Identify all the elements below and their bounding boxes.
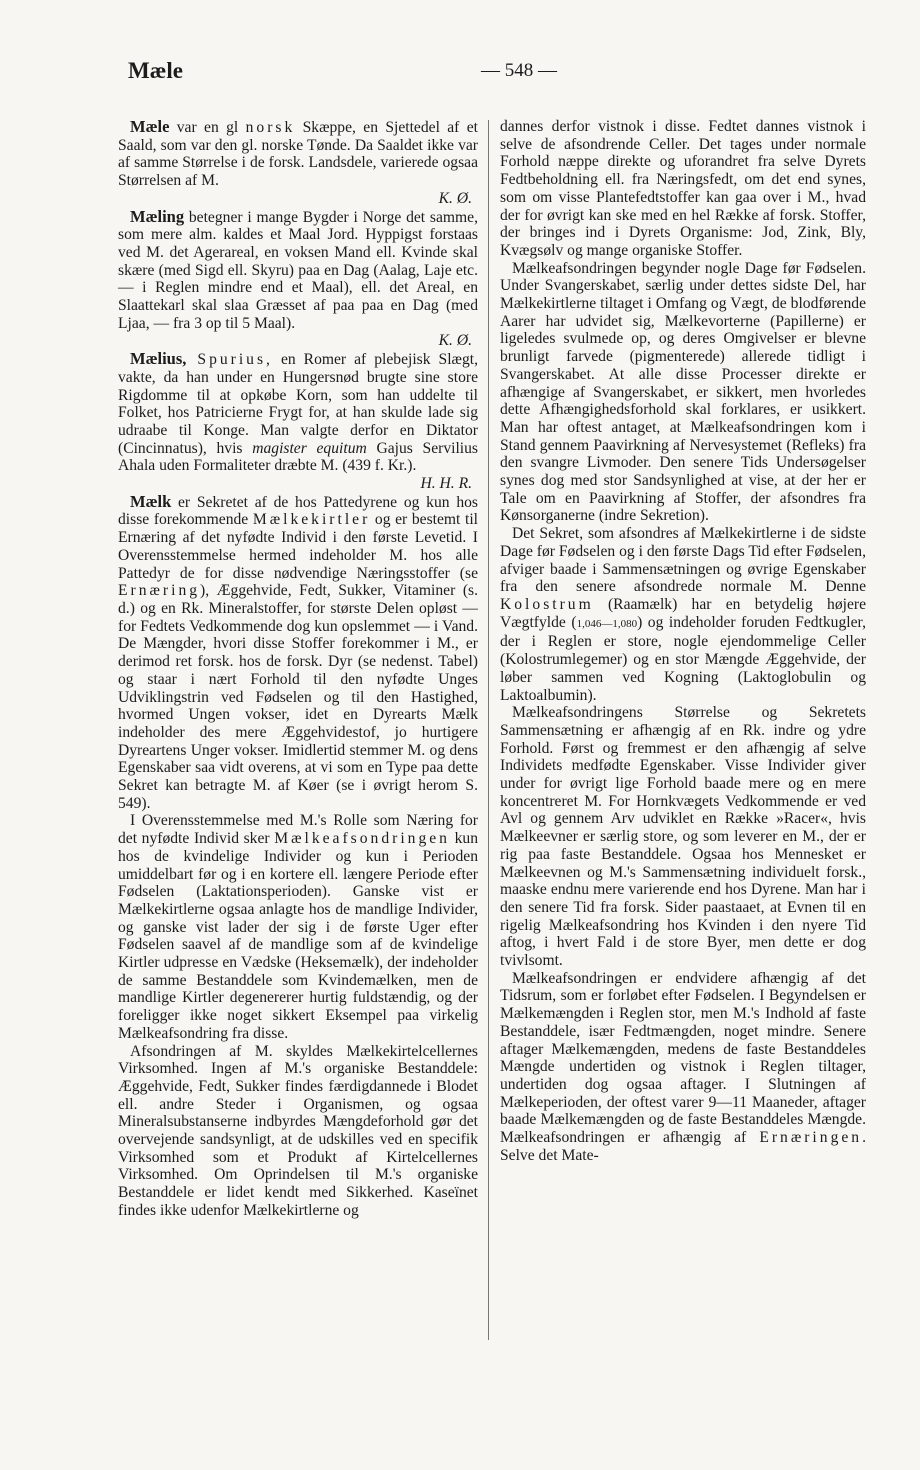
right-column <box>500 118 866 1164</box>
paragraph: dannes derfor vistnok i disse. Fedtet dannes vistnok i selve de afsondrende Celler. Det tages under normale Forhold næppe direkte og uforandret fra selve Dyrets Fedtbeholdning ell. fra Næringsfedt, om det end synes, som om visse Plantefedtstoffer kan gaa over i M., hvad der for øvrigt kan ske med en hel Række af forsk. Stoffer, der bringes ind i Dyrets Organisme: Jod, Zink, Bly, Kvægsølv og mange organiske Stoffer. <box>500 118 866 259</box>
headword: Mælk <box>130 491 172 511</box>
column-divider <box>488 120 489 1340</box>
page-header <box>118 58 850 88</box>
paragraph: Mælkeafsondringens Størrelse og Sekretets Sammensætning er afhængig af en Rk. indre og ydre Forhold. Først og fremmest er den afhængig af selve Individets medfødte Egenskaber. Visse Individer giver under for øvrigt lige Forhold baade mere og en mere koncentreret M. For Hornkvægets Vedkommende er ved Avl og gennem Arv udviklet en Række »Racer«, hvis Mælkeevner er særlig store, og som leverer en M., der er rig paa faste Bestanddele. Ogsaa hos Mennesket er Mælkeevnen og M.'s Sammensætning individuelt forsk., maaske endnu mere varierende end hos Dyrene. Man har i den senere Tid fra forsk. Sider paastaaet, at Evnen til en rigelig Mælkeafsondring hos Kvinden i den nyere Tid aftog, i hvert Fald i de store Byer, men dette er dog tvivlsomt. <box>500 704 866 970</box>
headword: Mælius, <box>130 349 187 369</box>
headword: Mæling <box>130 206 185 226</box>
entry-maeling: Mæling betegner i mange Bygder i Norge det samme, som mere alm. kaldes et Maal Jord. Hyppigst forstaas ved M. det Agerareal, en voksen Mand ell. Kvinde skal skære (med Sigd ell. Skyru) paa en Dag (Aalag, Laje etc. — i Reglen mindre end et Maal), ell. det Areal, en Slaattekarl skal slaa Græsset af paa paa en Dag (med Ljaa, — fra 3 op til 5 Maal). K. Ø. <box>118 206 478 350</box>
paragraph: Det Sekret, som afsondres af Mælkekirtlerne i de sidste Dage før Fødselen og i den første Dags Tid efter Fødselen, afviger baade i Sammensætningen og øvrige Egenskaber fra den senere afsondrede normale M. Denne Kolostrum (Raamælk) har en betydelig højere Vægtfylde (1,046—1,080) og indeholder foruden Fedtkugler, der i Reglen er store, nogle ejendommelige Celler (Kolostrumlegemer) og en stor Mængde Æggehvide, der løber sammen ved Kogning (Laktoglobulin og Laktoalbumin). <box>500 525 866 704</box>
author-signature: H. H. R. <box>420 475 472 493</box>
paragraph: Mælkeafsondringen er endvidere afhængig af det Tidsrum, som er forløbet efter Fødselen. I Begyndelsen er Mælkemængden i Reglen stor, men M.'s Indhold af faste Bestanddele, især Fedtmængden, noget mindre. Senere aftager Mælkemængden, medens de faste Bestanddeles Mængde undertiden og vistnok i Reglen tiltager, undertiden dog ogsaa aftager. I Slutningen af Mælkeperioden, der oftest varer 9—11 Maaneder, aftager baade Mælkemængden og de faste Bestanddeles Mængde. Mælkeafsondringen er afhængig af Ernæringen. Selve det Mate- <box>500 969 866 1164</box>
paragraph: Mælkeafsondringen begynder nogle Dage før Fødselen. Under Svangerskabet, særlig under dettes sidste Del, har Mælkekirtlerne tiltaget i Omfang og Vægt, de blodførende Aarer har udvidet sig, Mælkevorterne (Papillerne) er ligeledes svulmede op, og deres Omgivelser er blevne brunligt farvede (pigmenterede) allerede tidligt i Svangerskabet. At alle disse Processer direkte er afhængige af Svangerskabet, er sikkert, men hvorledes dette Afhængighedsforhold skal forklares, er usikkert. Man har oftest antaget, at Mælkeafsondringen kom i Stand gennem Paavirkning af Nervesystemet (Refleks) fra den svangre Livmoder. Den senere Tids Undersøgelser synes dog med stor Sandsynlighed at vise, at der her er Tale om en Paavirkning af Stoffer, der afsondres fra Kønsorganerne (indre Sekretion). <box>500 259 866 525</box>
headword: Mæle <box>130 117 170 136</box>
running-head-keyword: Mæle <box>128 58 183 83</box>
author-signature: K. Ø. <box>438 189 472 207</box>
author-signature: K. Ø. <box>438 332 472 350</box>
page-number: — 548 — <box>481 60 557 81</box>
paragraph: I Overensstemmelse med M.'s Rolle som Næring for det nyfødte Individ sker Mælkeafsondringen kun hos de kvindelige Individer og kun i Perioden umiddelbart før og i en kortere ell. længere Periode efter Fødselen (Laktationsperioden). Ganske vist er Mælkekirtlerne ogsaa anlagte hos de mandlige Individer, og ganske vist lader der sig i de første Uger efter Fødselen saavel af de mandlige som af de kvindelige Kirtler udpresse en Vædske (Heksemælk), der indeholder de samme Bestanddele som Kvindemælken, men de mandlige Kirtler degenererer hurtig fuldstændig, og der foreligger ikke noget sikkert Eksempel paa virkelig Mælkeafsondring fra disse. <box>118 812 478 1042</box>
paragraph: Afsondringen af M. skyldes Mælkekirtelcellernes Virksomhed. Ingen af M.'s organiske Bestanddele: Æggehvide, Fedt, Sukker findes færdigdannede i Blodet ell. andre Steder i Organismen, og ogsaa Mineralsubstanserne indbyrdes Mængdeforhold gør det overvejende sandsynligt, at de udskilles ved en specifik Virksomhed som et Produkt af Kirtelcellernes Virksomhed. Om Oprindelsen til M.'s organiske Bestanddele er lidet kendt med Sikkerhed. Kaseïnet findes ikke udenfor Mælkekirtlerne og <box>118 1042 478 1219</box>
entry-maelk: Mælk er Sekretet af de hos Pattedyrene og kun hos disse forekommende Mælkekirtler og er bestemt til Ernæring af det nyfødte Individ i den første Levetid. I Overensstemmelse hermed indeholder M. hos alle Pattedyr de for disse nødvendige Næringsstoffer (se Ernæring), Æggehvide, Fedt, Sukker, Vitaminer (s. d.) og en Rk. Mineralstoffer, for største Delen opløst — for Fedtets Vedkommende dog kun opslemmet — i Vand. De Mængder, hvori disse Stoffer forekommer i M., er derimod ret forsk. hos de forsk. Dyr (se nedenst. Tabel) og staar i nært Forhold til den nyfødte Unges Udviklingstrin ved Fødselen og til den Hastighed, hvormed Ungen vokser, idet en Dyrearts Mælk indeholder des mere Æggehvidestof, jo hurtigere Dyreartens Unger vokser. Imidlertid stemmer M. og dens Egenskaber saa vidt overens, at vi som en Type paa dette Sekret kan betragte M. af Køer (se i øvrigt herom S. 549). <box>118 491 478 812</box>
left-column <box>118 118 478 1220</box>
entry-maelius: Mælius, Spurius, en Romer af plebejisk Slægt, vakte, da han under en Hungersnød brugte sine store Rigdomme til at opkøbe Korn, som han uddelte til Folket, hos Patricierne Frygt for, at han skulde lade sig udraabe til Konge. Man valgte derfor en Diktator (Cincinnatus), hvis magister equitum Gajus Servilius Ahala uden Formaliteter dræbte M. (439 f. Kr.). H. H. R. <box>118 349 479 493</box>
entry-maele: Mæle var en gl norsk Skæppe, en Sjettedel af et Saald, som var den gl. norske Tønde. Da Saaldet ikke var af samme Størrelse i de forsk. Landsdele, varierede ogsaa Størrelsen af M. K. Ø. <box>118 117 478 207</box>
